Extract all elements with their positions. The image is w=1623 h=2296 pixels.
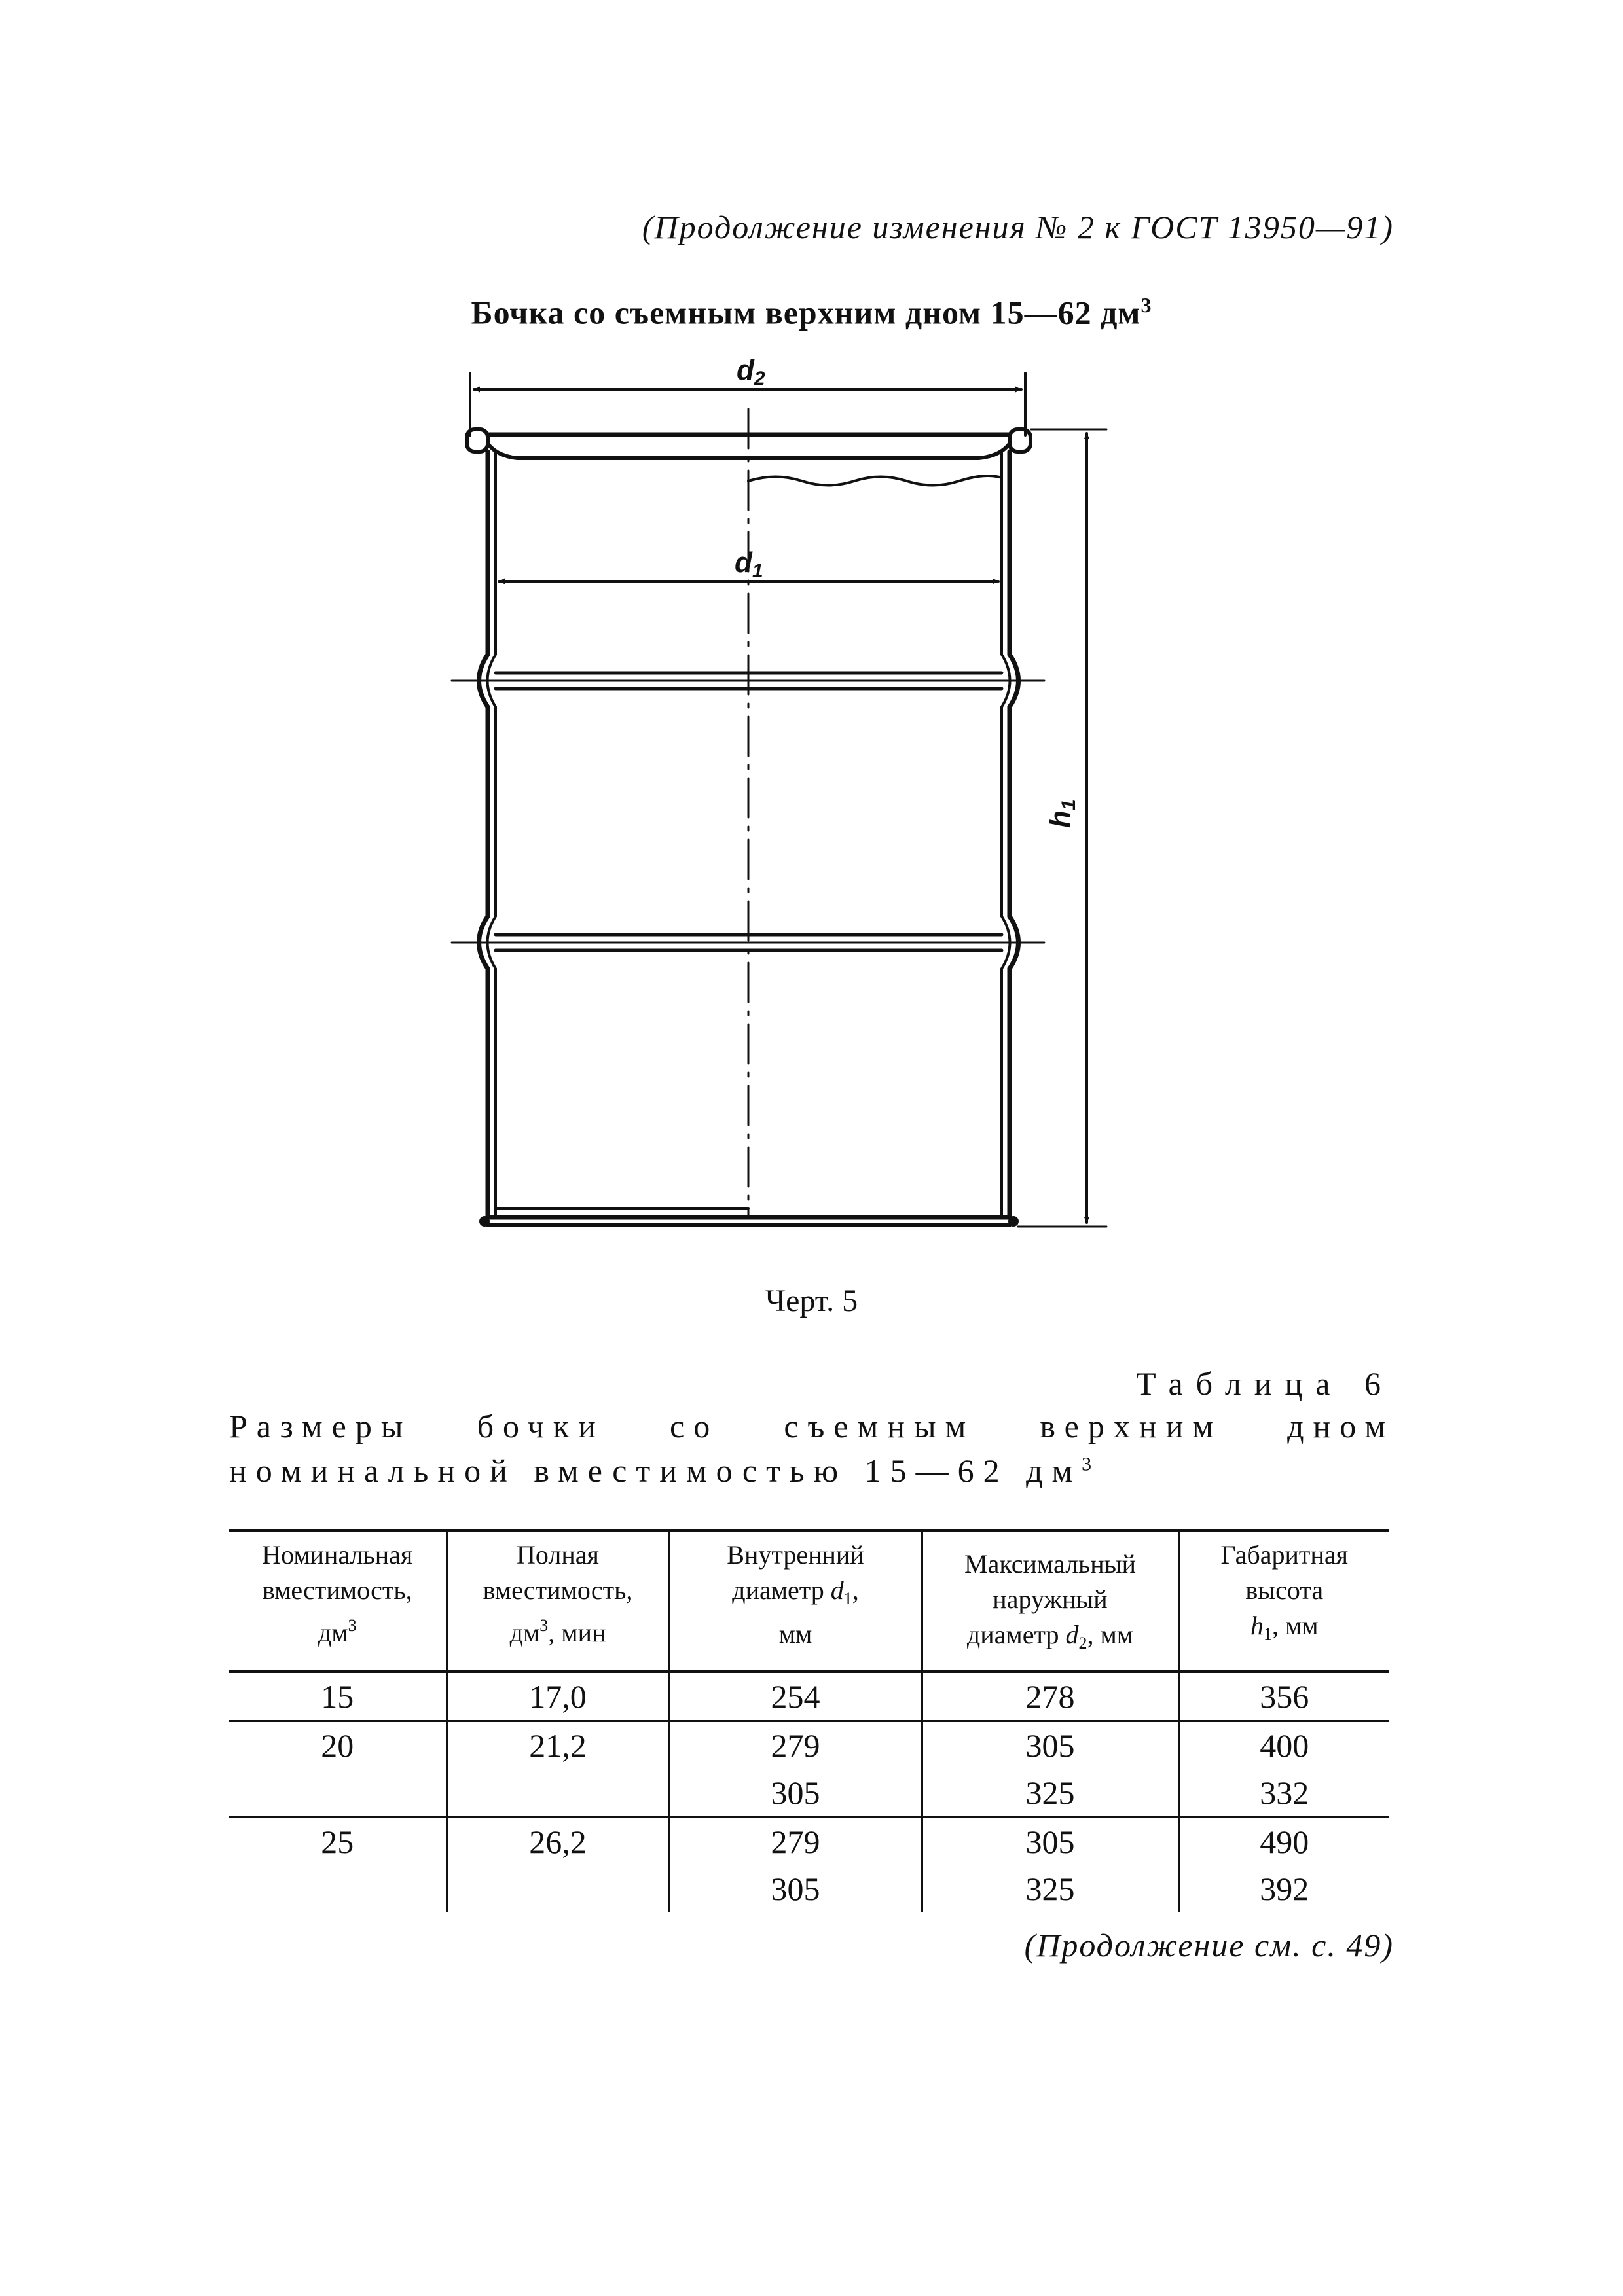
header-subscript: 1	[1263, 1624, 1272, 1643]
table-row	[229, 1818, 1389, 1866]
cell-overall-height: 392	[1178, 1865, 1389, 1912]
header-text: вместимость,	[483, 1575, 633, 1605]
cell-outer-diameter: 278	[922, 1672, 1178, 1721]
header-subscript: 2	[1078, 1634, 1087, 1653]
cell-inner-diameter: 279	[669, 1818, 922, 1866]
header-text: ,	[852, 1575, 859, 1605]
header-max-outer-diameter	[922, 1531, 1178, 1672]
header-text: Внутренний	[727, 1540, 864, 1570]
header-text: Номинальная	[262, 1540, 413, 1570]
header-symbol: h	[1250, 1611, 1264, 1640]
cell-nominal-capacity: 20	[229, 1721, 447, 1770]
table-number: Таблица 6	[1136, 1365, 1394, 1402]
header-text: диаметр	[732, 1575, 831, 1605]
h1-label: h1	[1044, 799, 1080, 828]
header-symbol: d	[1065, 1620, 1079, 1649]
cell-full-capacity: 21,2	[447, 1721, 669, 1770]
header-inner-diameter	[669, 1531, 922, 1672]
cell-nominal-capacity	[229, 1769, 447, 1818]
cell-full-capacity: 26,2	[447, 1818, 669, 1866]
cell-full-capacity	[447, 1865, 669, 1912]
header-text: , мин	[548, 1618, 606, 1647]
header-unit: дм	[509, 1618, 540, 1647]
cell-overall-height: 356	[1178, 1672, 1389, 1721]
table-row	[229, 1672, 1389, 1721]
table-row	[229, 1721, 1389, 1770]
d2-label: d2	[737, 354, 765, 389]
table-title-superscript: 3	[1082, 1453, 1092, 1475]
cell-inner-diameter: 305	[669, 1865, 922, 1912]
header-symbol: d	[830, 1575, 844, 1605]
header-superscript: 3	[539, 1616, 549, 1635]
header-text: диаметр	[966, 1620, 1066, 1649]
cell-nominal-capacity	[229, 1865, 447, 1912]
cell-outer-diameter: 305	[922, 1818, 1178, 1866]
header-text: Максимальный	[964, 1549, 1136, 1579]
continuation-footer: (Продолжение см. с. 49)	[1024, 1927, 1394, 1964]
header-unit: дм	[318, 1618, 348, 1647]
header-text: , мм	[1087, 1620, 1134, 1649]
cell-outer-diameter: 325	[922, 1865, 1178, 1912]
cell-nominal-capacity: 25	[229, 1818, 447, 1866]
cell-overall-height: 490	[1178, 1818, 1389, 1866]
header-subscript: 1	[843, 1589, 852, 1608]
table-row	[229, 1865, 1389, 1912]
header-text: высота	[1245, 1575, 1324, 1605]
cell-nominal-capacity: 15	[229, 1672, 447, 1721]
cell-inner-diameter: 254	[669, 1672, 922, 1721]
table-title-line-2-text: номинальной вместимостью 15—62 дм	[229, 1452, 1082, 1489]
figure-title-superscript: 3	[1140, 293, 1152, 317]
figure-caption: Черт. 5	[765, 1283, 858, 1318]
header-unit: мм	[778, 1619, 812, 1649]
table-title-line-1: Размеры бочки со съемным верхним дном	[229, 1408, 1395, 1444]
cell-outer-diameter: 305	[922, 1721, 1178, 1770]
cell-overall-height: 332	[1178, 1769, 1389, 1818]
header-overall-height	[1178, 1531, 1389, 1672]
header-text: Полная	[517, 1540, 599, 1570]
header-text: наружный	[993, 1585, 1108, 1614]
figure-title-text: Бочка со съемным верхним дном 15—62 дм	[471, 294, 1141, 331]
table-header-row	[229, 1531, 1389, 1672]
header-full-capacity	[447, 1531, 669, 1672]
continuation-header: (Продолжение изменения № 2 к ГОСТ 13950—91)	[642, 209, 1394, 245]
header-text: , мм	[1271, 1611, 1319, 1640]
cell-full-capacity	[447, 1769, 669, 1818]
header-nominal-capacity	[229, 1531, 447, 1672]
table-row	[229, 1769, 1389, 1818]
cell-inner-diameter: 305	[669, 1769, 922, 1818]
dimensions-table	[229, 1529, 1389, 1912]
cell-inner-diameter: 279	[669, 1721, 922, 1770]
cell-overall-height: 400	[1178, 1721, 1389, 1770]
d1-label: d1	[735, 547, 763, 582]
lid-break-line	[748, 476, 1002, 486]
header-text: Габаритная	[1220, 1540, 1348, 1570]
header-superscript: 3	[348, 1616, 357, 1635]
cell-outer-diameter: 325	[922, 1769, 1178, 1818]
cell-full-capacity: 17,0	[447, 1672, 669, 1721]
table-title-line-2	[229, 1452, 1395, 1490]
header-text: вместимость,	[262, 1575, 412, 1605]
